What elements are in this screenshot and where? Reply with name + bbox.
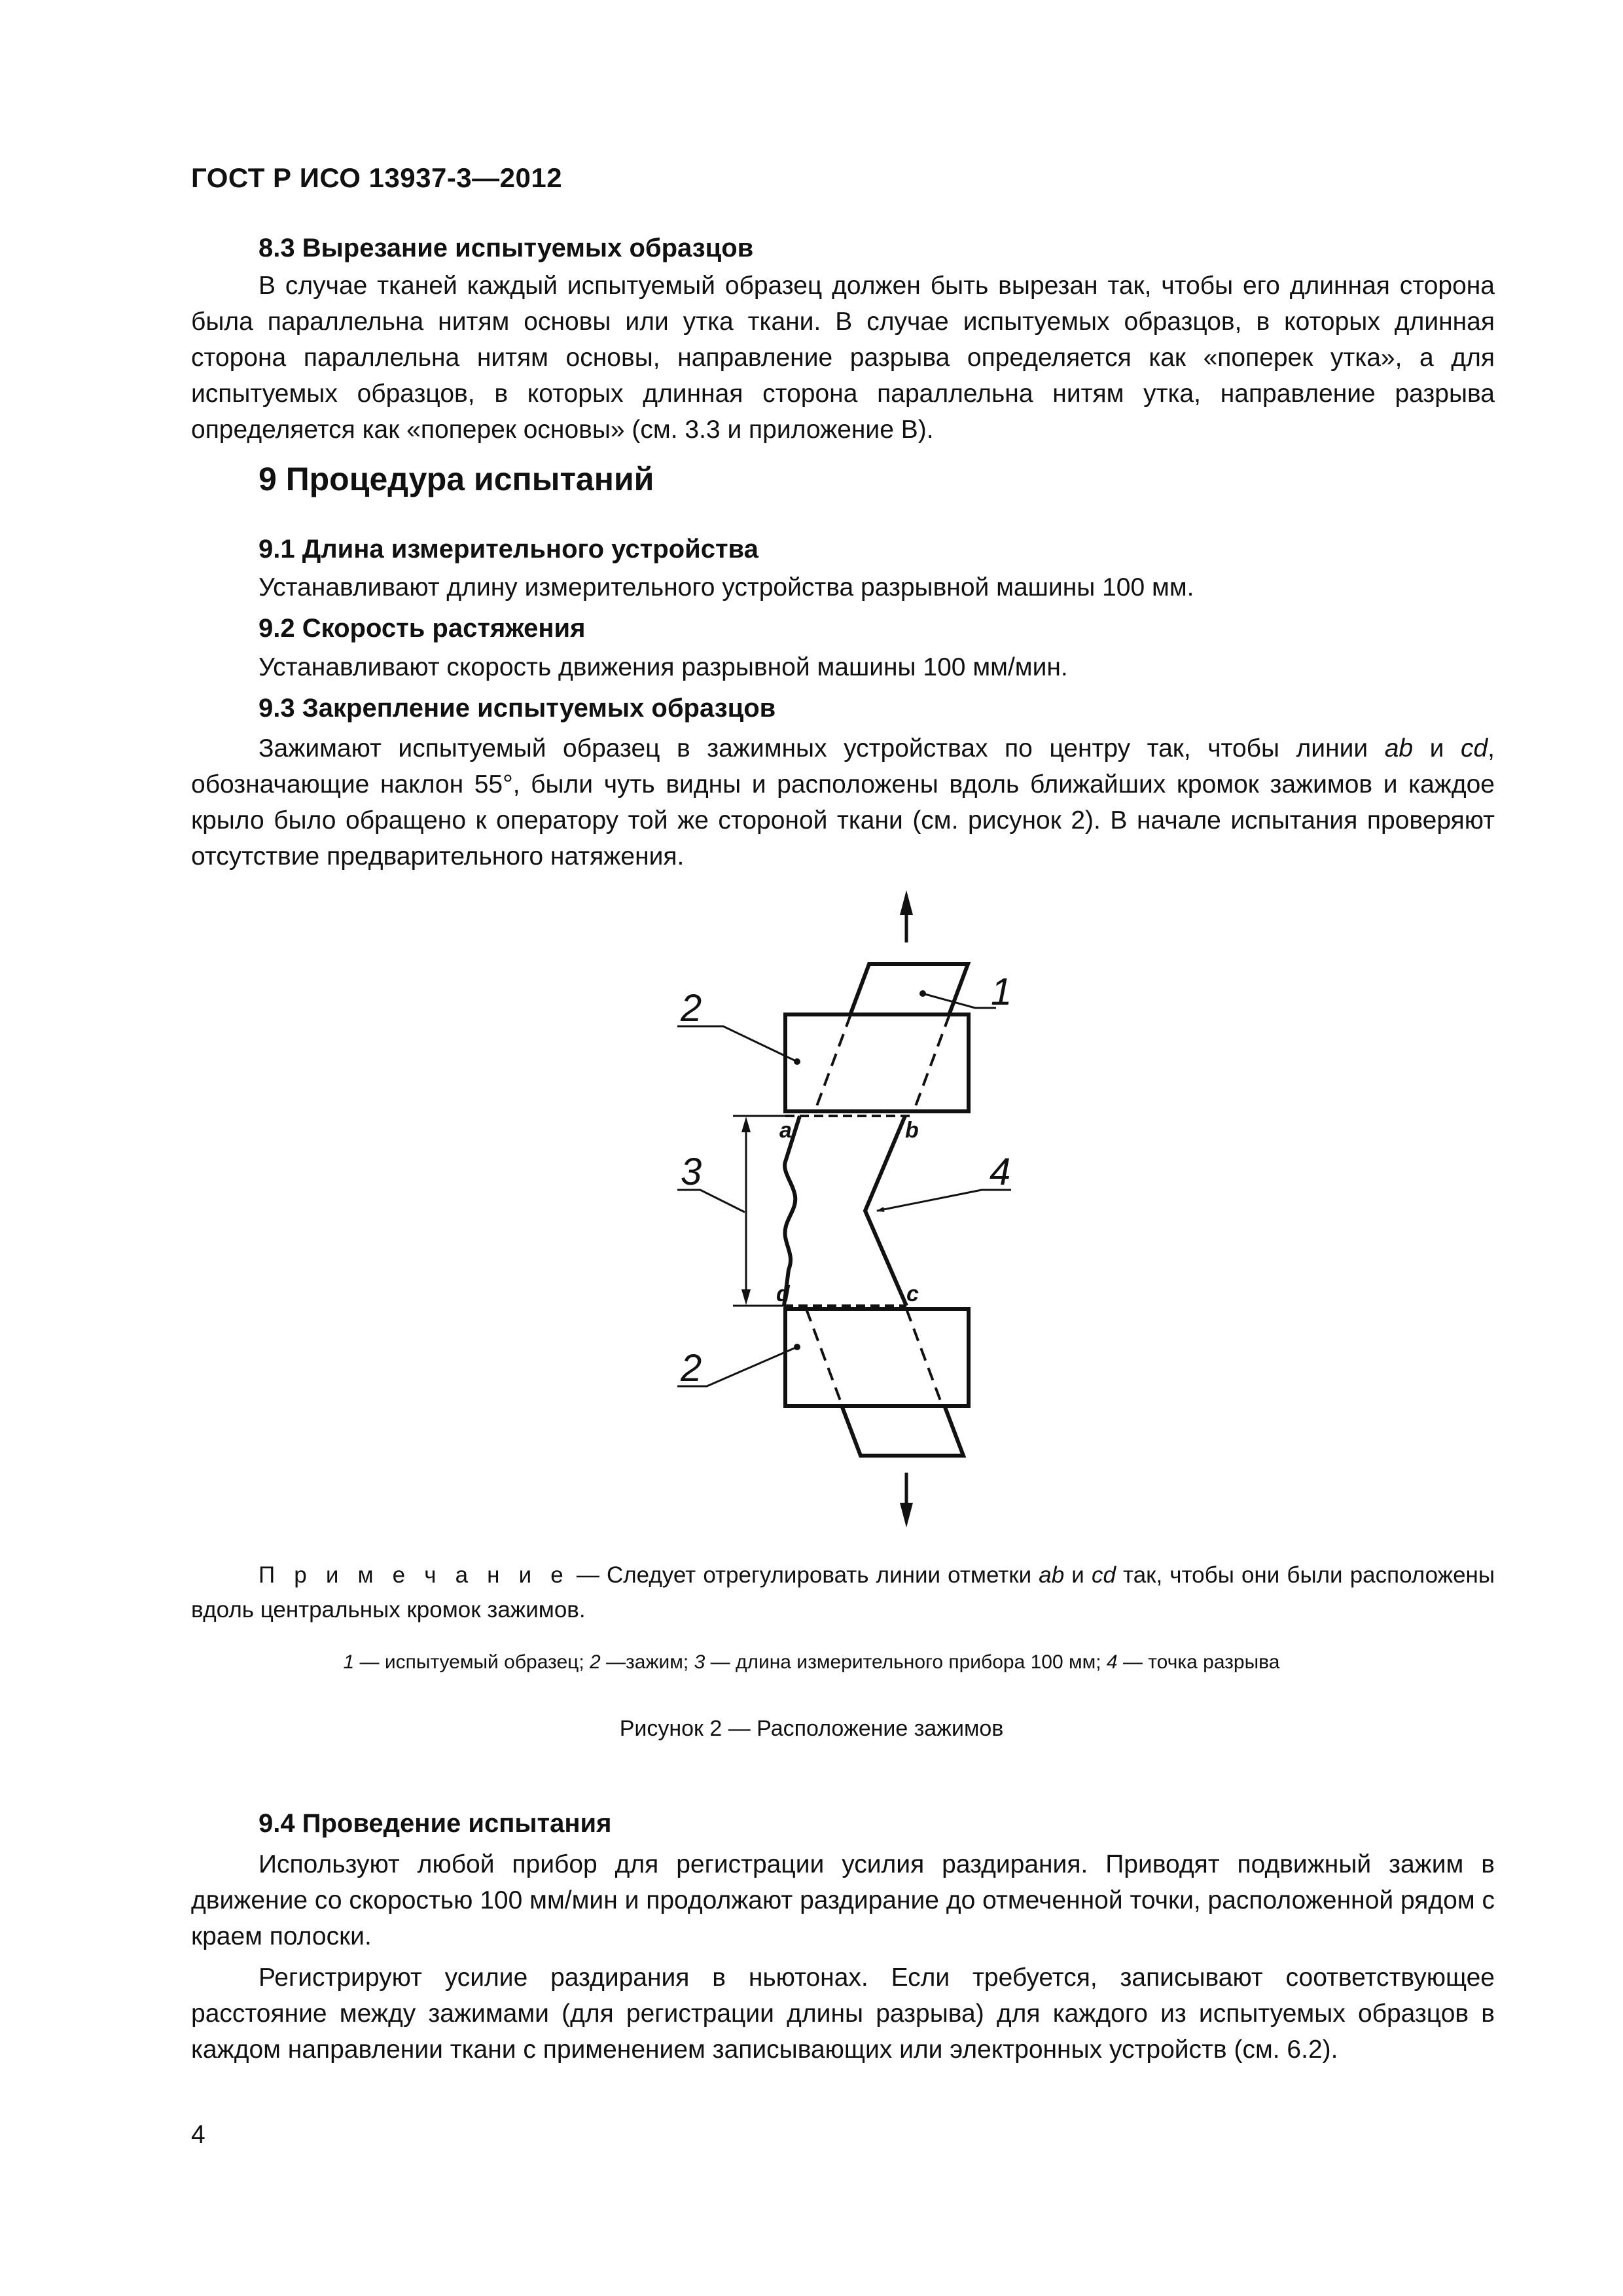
figure-note-text: П р и м е ч а н и е — Следует отрегулировать линии отметки ab и cd так, чтобы они были расположены вдоль центральных кромок зажимов. [191,1562,1495,1623]
page-number: 4 [191,2121,205,2149]
specimen-hidden-edge-top-left [815,1014,851,1111]
label-clamp-bottom: 2 [681,1347,702,1390]
specimen-lower-wing [842,1407,963,1456]
leader-specimen-dot [919,990,926,997]
section-9-3-title: 9.3 Закрепление испытуемых образцов [259,694,776,723]
figure-caption: Рисунок 2 — Расположение зажимов [619,1716,1004,1741]
section-9-1-title: 9.1 Длина измерительного устройства [259,535,758,564]
standard-designation: ГОСТ Р ИСО 13937-3—2012 [191,162,563,193]
specimen-hidden-edge-bottom-left [806,1309,842,1406]
tension-arrow-down-head [900,1503,913,1528]
leader-specimen [923,994,996,1008]
section-9-2-text: Устанавливают скорость движения разрывной машины 100 мм/мин. [259,653,1068,681]
section-9-4-title: 9.4 Проведение испытания [259,1809,612,1838]
section-9-4-paragraph-1: Используют любой прибор для регистрации усилия раздирания. Приводят подвижный зажим в движение со скоростью 100 мм/мин и продолжают раздирание до отмеченной точки, расположенной рядом с краем полоски. [191,1850,1495,1950]
gauge-arrow-top [741,1117,751,1132]
section-8-3-title: 8.3 Вырезание испытуемых образцов [259,234,754,262]
leader-clamp-top [677,1026,797,1062]
figure-note [191,1558,1495,1627]
point-d: d [776,1282,790,1306]
point-b: b [905,1118,919,1143]
label-tear-point: 4 [990,1151,1011,1193]
leader-gauge [677,1190,745,1212]
label-specimen: 1 [991,971,1012,1013]
label-clamp-top: 2 [681,987,702,1030]
section-8-3-text: В случае тканей каждый испытуемый образец должен быть вырезан так, чтобы его длинная сторона была параллельна нитям основы или утка ткани. В случае испытуемых образцов, в которых длинная сторона параллельна нитям основы, направление разрыва определяется как «поперек утка», а для испытуемых образцов, в которых длинная сторона параллельна нитям утка, направление разрыва определяется как «поперек основы» (см. 3.3 и приложение В). [191,272,1495,444]
clamp-top [785,1014,969,1111]
clamp-bottom [785,1309,969,1406]
leader-clamp-bottom-dot [794,1344,800,1350]
point-c: c [906,1282,919,1306]
figure-legend: 1 — испытуемый образец; 2 —зажим; 3 — длина измерительного прибора 100 мм; 4 — точка разрыва [343,1651,1280,1673]
section-9-4-paragraph-2: Регистрируют усилие раздирания в ньютонах. Если требуется, записывают соответствующее расстояние между зажимами (для регистрации длины разрыва) для каждого из испытуемых образцов в каждом направлении ткани с применением записывающих или электронных устройств (см. 6.2). [191,1964,1495,2064]
tension-arrow-up-head [900,890,913,915]
section-9-2-title: 9.2 Скорость растяжения [259,614,586,643]
specimen-hidden-edge-top-right [914,1014,950,1111]
specimen-hidden-edge-bottom-right [906,1309,942,1406]
point-a: a [779,1118,792,1143]
section-9-title: 9 Процедура испытаний [259,461,654,497]
gauge-arrow-bottom [741,1289,751,1305]
leader-clamp-top-dot [794,1058,800,1065]
specimen-left-edge [784,1116,800,1306]
section-9-4-body [191,1846,1495,2068]
section-9-3-text: Зажимают испытуемый образец в зажимных устройствах по центру так, чтобы линии ab и cd, обозначающие наклон 55°, были чуть видны и расположены вдоль ближайших кромок зажимов и каждое крыло было обращено к оператору той же стороной ткани (см. рисунок 2). В начале испытания проверяют отсутствие предварительного натяжения. [191,734,1495,870]
specimen-upper-wing [851,964,968,1013]
section-9-1-text: Устанавливают длину измерительного устройства разрывной машины 100 мм. [259,573,1194,601]
label-gauge: 3 [681,1151,702,1193]
specimen-right-edge [865,1116,906,1306]
